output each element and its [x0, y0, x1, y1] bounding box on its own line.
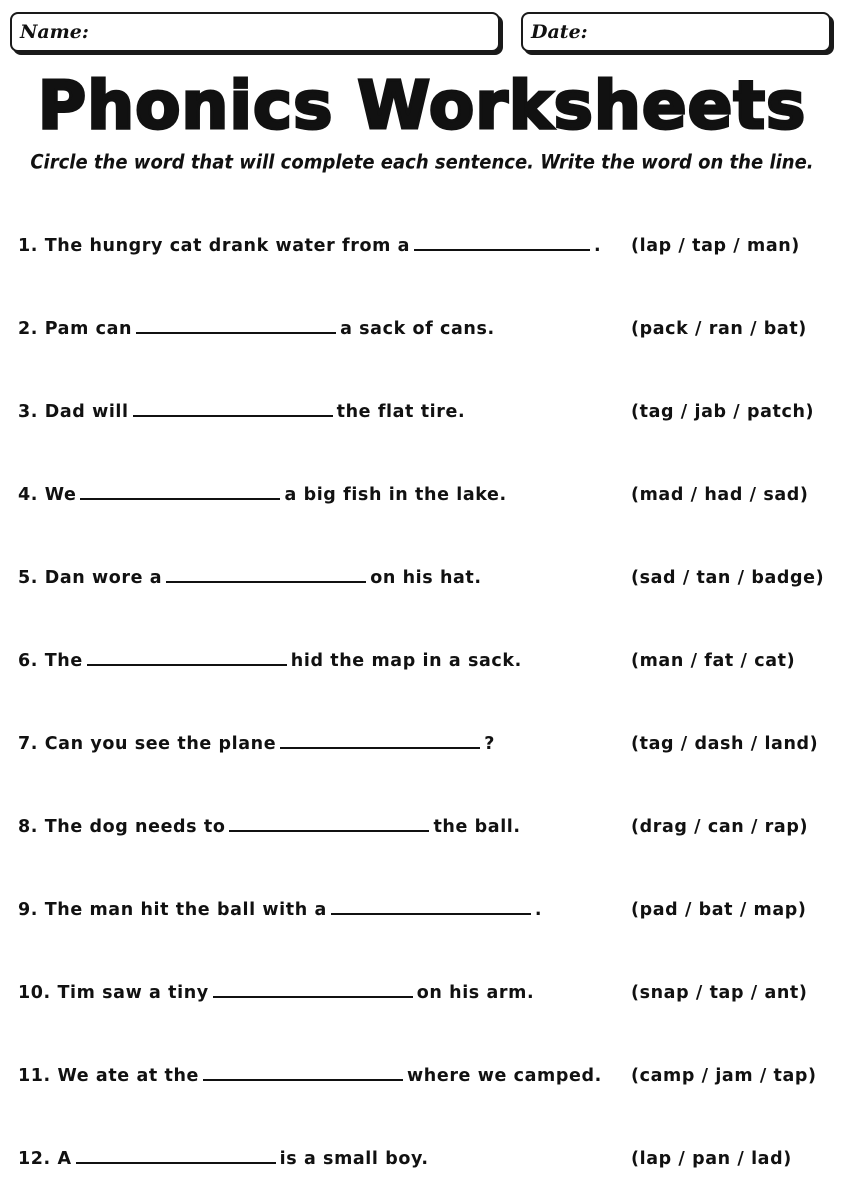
question-text: 1. The hungry cat drank water from a	[18, 236, 411, 256]
question-text-end: a sack of cans.	[340, 319, 495, 339]
question-2	[18, 314, 828, 344]
question-text: 10. Tim saw a tiny	[18, 983, 209, 1003]
question-text-end: hid the map in a sack.	[290, 651, 522, 671]
question-text-end: .	[594, 236, 602, 256]
question-text-end: ?	[484, 734, 495, 754]
question-text-end: is a small boy.	[279, 1149, 429, 1169]
question-text-end: a big fish in the lake.	[284, 485, 507, 505]
answer-blank[interactable]	[133, 397, 333, 417]
word-choices[interactable]: (pack / ran / bat)	[631, 319, 807, 339]
word-choices[interactable]: (man / fat / cat)	[631, 651, 796, 671]
date-label: Date:	[531, 21, 588, 43]
word-choices[interactable]: (snap / tap / ant)	[631, 983, 808, 1003]
instructions: Circle the word that will complete each sentence. Write the word on the line.	[30, 150, 814, 175]
question-8	[18, 812, 828, 842]
question-text: 12. A	[18, 1149, 72, 1169]
word-choices[interactable]: (sad / tan / badge)	[631, 568, 825, 588]
word-choices[interactable]: (pad / bat / map)	[631, 900, 807, 920]
name-label: Name:	[20, 21, 89, 43]
answer-blank[interactable]	[203, 1061, 403, 1081]
word-choices[interactable]: (tag / jab / patch)	[631, 402, 815, 422]
question-7	[18, 729, 828, 759]
question-3	[18, 397, 828, 427]
answer-blank[interactable]	[331, 895, 531, 915]
answer-blank[interactable]	[76, 1144, 276, 1164]
question-text-end: .	[534, 900, 543, 920]
question-text-end: the flat tire.	[336, 402, 466, 422]
answer-blank[interactable]	[213, 978, 413, 998]
question-4	[18, 480, 828, 510]
question-text: 3. Dad will	[18, 402, 129, 422]
question-1	[18, 231, 828, 261]
question-text: 9. The man hit the ball with a	[18, 900, 327, 920]
word-choices[interactable]: (mad / had / sad)	[631, 485, 809, 505]
question-text-end: on his arm.	[416, 983, 535, 1003]
answer-blank[interactable]	[87, 646, 287, 666]
question-text: 8. The dog needs to	[18, 817, 226, 837]
question-text-end: on his hat.	[370, 568, 482, 588]
answer-blank[interactable]	[166, 563, 366, 583]
question-10	[18, 978, 828, 1008]
word-choices[interactable]: (drag / can / rap)	[631, 817, 809, 837]
name-field[interactable]	[10, 12, 500, 52]
answer-blank[interactable]	[229, 812, 429, 832]
question-6	[18, 646, 828, 676]
answer-blank[interactable]	[414, 231, 590, 251]
question-text: 6. The	[18, 651, 83, 671]
question-text: 7. Can you see the plane	[18, 734, 277, 754]
question-text: 5. Dan wore a	[18, 568, 163, 588]
date-field[interactable]	[521, 12, 831, 52]
question-5	[18, 563, 828, 593]
answer-blank[interactable]	[136, 314, 336, 334]
question-9	[18, 895, 828, 925]
question-11	[18, 1061, 828, 1091]
answer-blank[interactable]	[80, 480, 280, 500]
word-choices[interactable]: (lap / tap / man)	[631, 236, 800, 256]
question-text: 4. We	[18, 485, 77, 505]
word-choices[interactable]: (lap / pan / lad)	[631, 1149, 792, 1169]
page-title: Phonics Worksheets	[37, 67, 807, 144]
answer-blank[interactable]	[280, 729, 480, 749]
question-text: 2. Pam can	[18, 319, 133, 339]
question-12	[18, 1144, 828, 1174]
question-text-end: the ball.	[433, 817, 521, 837]
question-text: 11. We ate at the	[18, 1066, 200, 1086]
question-text-end: where we camped.	[407, 1066, 602, 1086]
word-choices[interactable]: (camp / jam / tap)	[631, 1066, 817, 1086]
word-choices[interactable]: (tag / dash / land)	[631, 734, 819, 754]
